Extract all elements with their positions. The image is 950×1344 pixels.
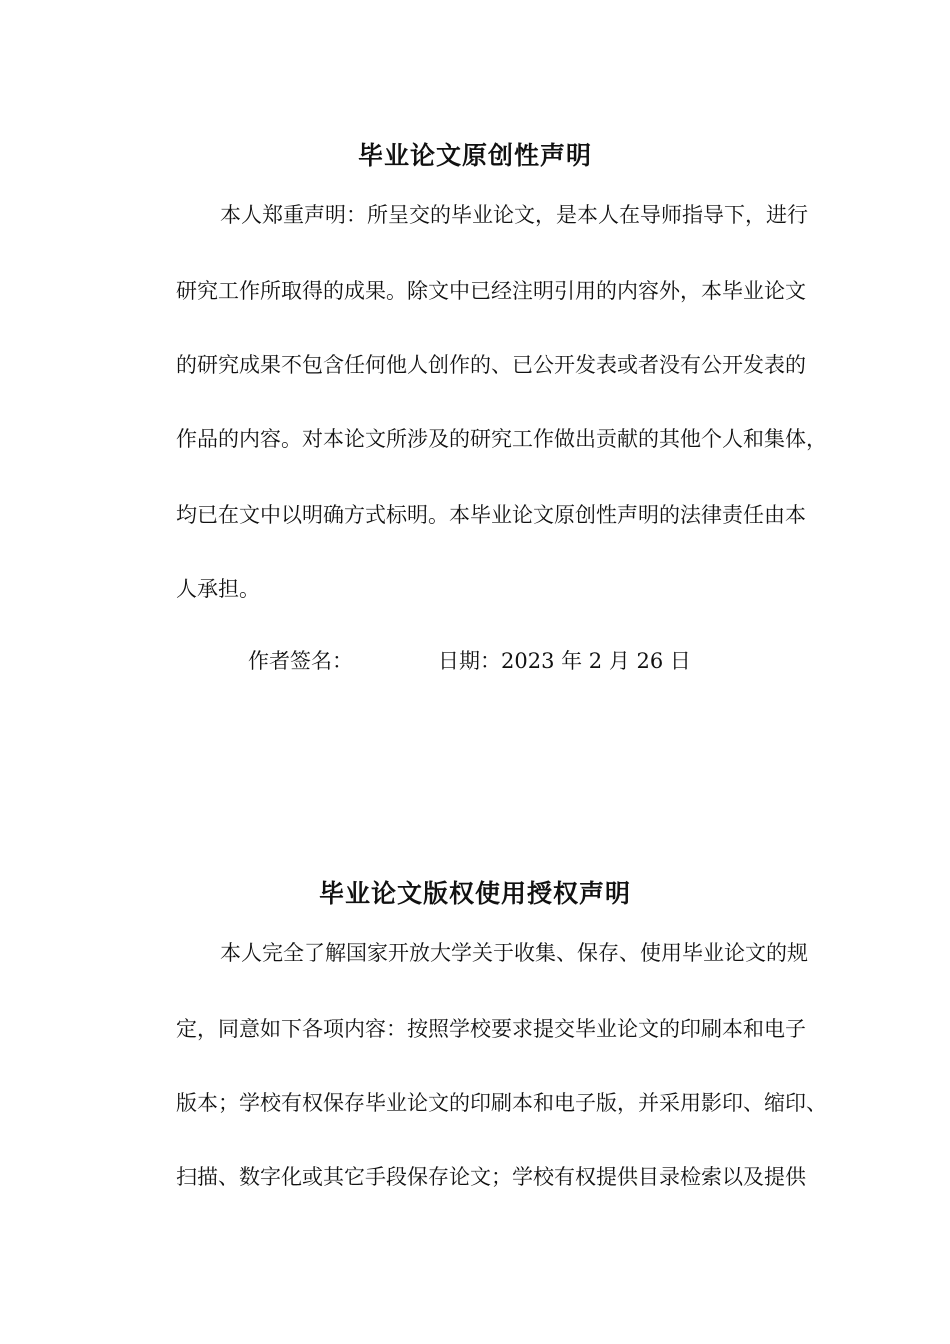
originality-line-6: 人承担。 [176,577,260,601]
originality-line-4: 作品的内容。对本论文所涉及的研究工作做出贡献的其他个人和集体， [176,427,827,451]
copyright-line-2: 定，同意如下各项内容：按照学校要求提交毕业论文的印刷本和电子 [176,1017,806,1041]
originality-line-1: 本人郑重声明：所呈交的毕业论文，是本人在导师指导下，进行 [220,203,808,227]
originality-title: 毕业论文原创性声明 [357,141,592,170]
signature-row [248,648,691,674]
originality-line-5: 均已在文中以明确方式标明。本毕业论文原创性声明的法律责任由本 [176,503,806,527]
copyright-line-3: 版本；学校有权保存毕业论文的印刷本和电子版，并采用影印、缩印、 [176,1091,827,1115]
originality-line-3: 的研究成果不包含任何他人创作的、已公开发表或者没有公开发表的 [176,353,806,377]
copyright-line-1: 本人完全了解国家开放大学关于收集、保存、使用毕业论文的规 [220,941,808,965]
originality-line-2: 研究工作所取得的成果。除文中已经注明引用的内容外，本毕业论文 [176,279,806,303]
copyright-title: 毕业论文版权使用授权声明 [318,879,631,908]
copyright-line-4: 扫描、数字化或其它手段保存论文；学校有权提供目录检索以及提供 [176,1165,806,1189]
signature-label: 作者签名： [248,649,353,673]
signature-date: 日期：2023 年 2 月 26 日 [438,649,691,673]
